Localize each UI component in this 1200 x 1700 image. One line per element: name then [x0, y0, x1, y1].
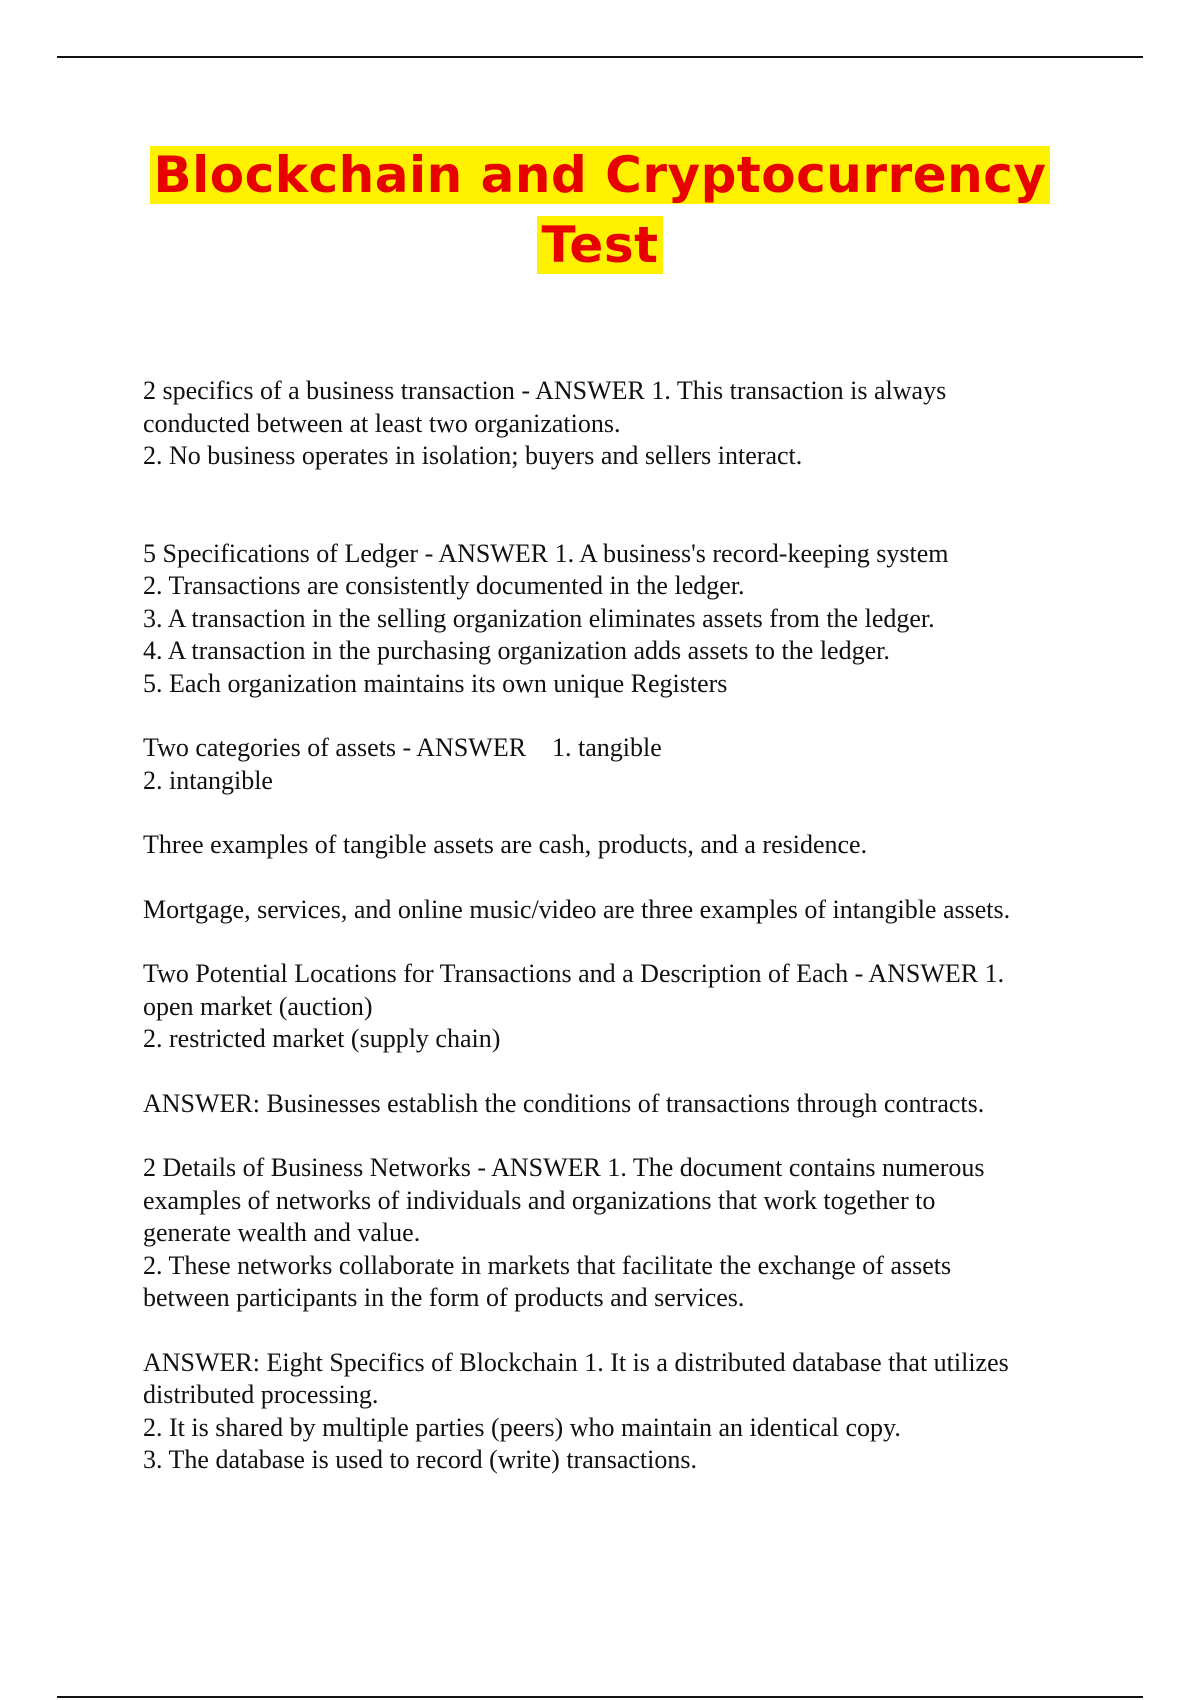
text-line: examples of networks of individuals and organizations that work together to: [143, 1185, 936, 1215]
qa-asset-categories: [143, 732, 1093, 797]
text-line: 2 specifics of a business transaction - ANSWER 1. This transaction is always: [143, 376, 947, 405]
document-body: [143, 375, 1093, 1477]
text-line: 4. A transaction in the purchasing organization adds assets to the ledger.: [143, 636, 890, 665]
paragraph-tangible-assets: [143, 829, 1093, 862]
text-line: conducted between at least two organizations.: [143, 408, 621, 438]
text-line: distributed processing.: [143, 1380, 379, 1409]
title-line-2: Test: [537, 216, 662, 274]
text-line: generate wealth and value.: [143, 1218, 421, 1247]
qa-ledger-specifications: [143, 538, 1093, 701]
text-line: 2 Details of Business Networks - ANSWER 1. The document contains numerous: [143, 1153, 985, 1182]
title-line-1: Blockchain and Cryptocurrency: [150, 146, 1051, 204]
qa-business-networks: [143, 1152, 1093, 1315]
text-line: ANSWER: Businesses establish the conditions of transactions through contracts.: [143, 1088, 985, 1118]
text-line: Mortgage, services, and online music/video are three examples of intangible assets.: [143, 894, 1011, 924]
text-line: Two Potential Locations for Transactions and a Description of Each - ANSWER 1.: [143, 959, 1005, 988]
text-line: ANSWER: Eight Specifics of Blockchain 1. It is a distributed database that utilizes: [143, 1347, 1009, 1377]
page-title: [0, 140, 1200, 280]
text-line: 2. Transactions are consistently documented in the ledger.: [143, 571, 745, 600]
text-line: between participants in the form of products and services.: [143, 1283, 745, 1312]
text-line: 2. No business operates in isolation; buyers and sellers interact.: [143, 441, 803, 470]
bottom-rule: [57, 1696, 1143, 1698]
text-line: Two categories of assets - ANSWER 1. tangible: [143, 733, 662, 762]
text-line: 5 Specifications of Ledger - ANSWER 1. A business's record-keeping system: [143, 538, 949, 568]
text-line: 5. Each organization maintains its own unique Registers: [143, 668, 728, 698]
text-line: 2. restricted market (supply chain): [143, 1024, 501, 1053]
text-line: 3. The database is used to record (write) transactions.: [143, 1445, 697, 1474]
qa-business-transaction: [143, 375, 1093, 473]
text-line: 3. A transaction in the selling organization eliminates assets from the ledger.: [143, 603, 935, 633]
text-line: 2. It is shared by multiple parties (peers) who maintain an identical copy.: [143, 1412, 901, 1442]
text-line: 2. intangible: [143, 765, 273, 795]
paragraph-contracts: [143, 1088, 1093, 1121]
top-rule: [57, 56, 1143, 58]
text-line: open market (auction): [143, 991, 373, 1021]
paragraph-intangible-assets: [143, 894, 1093, 927]
qa-blockchain-specifics: [143, 1347, 1093, 1477]
qa-transaction-locations: [143, 958, 1093, 1056]
text-line: Three examples of tangible assets are cash, products, and a residence.: [143, 830, 868, 859]
text-line: 2. These networks collaborate in markets that facilitate the exchange of assets: [143, 1250, 952, 1280]
